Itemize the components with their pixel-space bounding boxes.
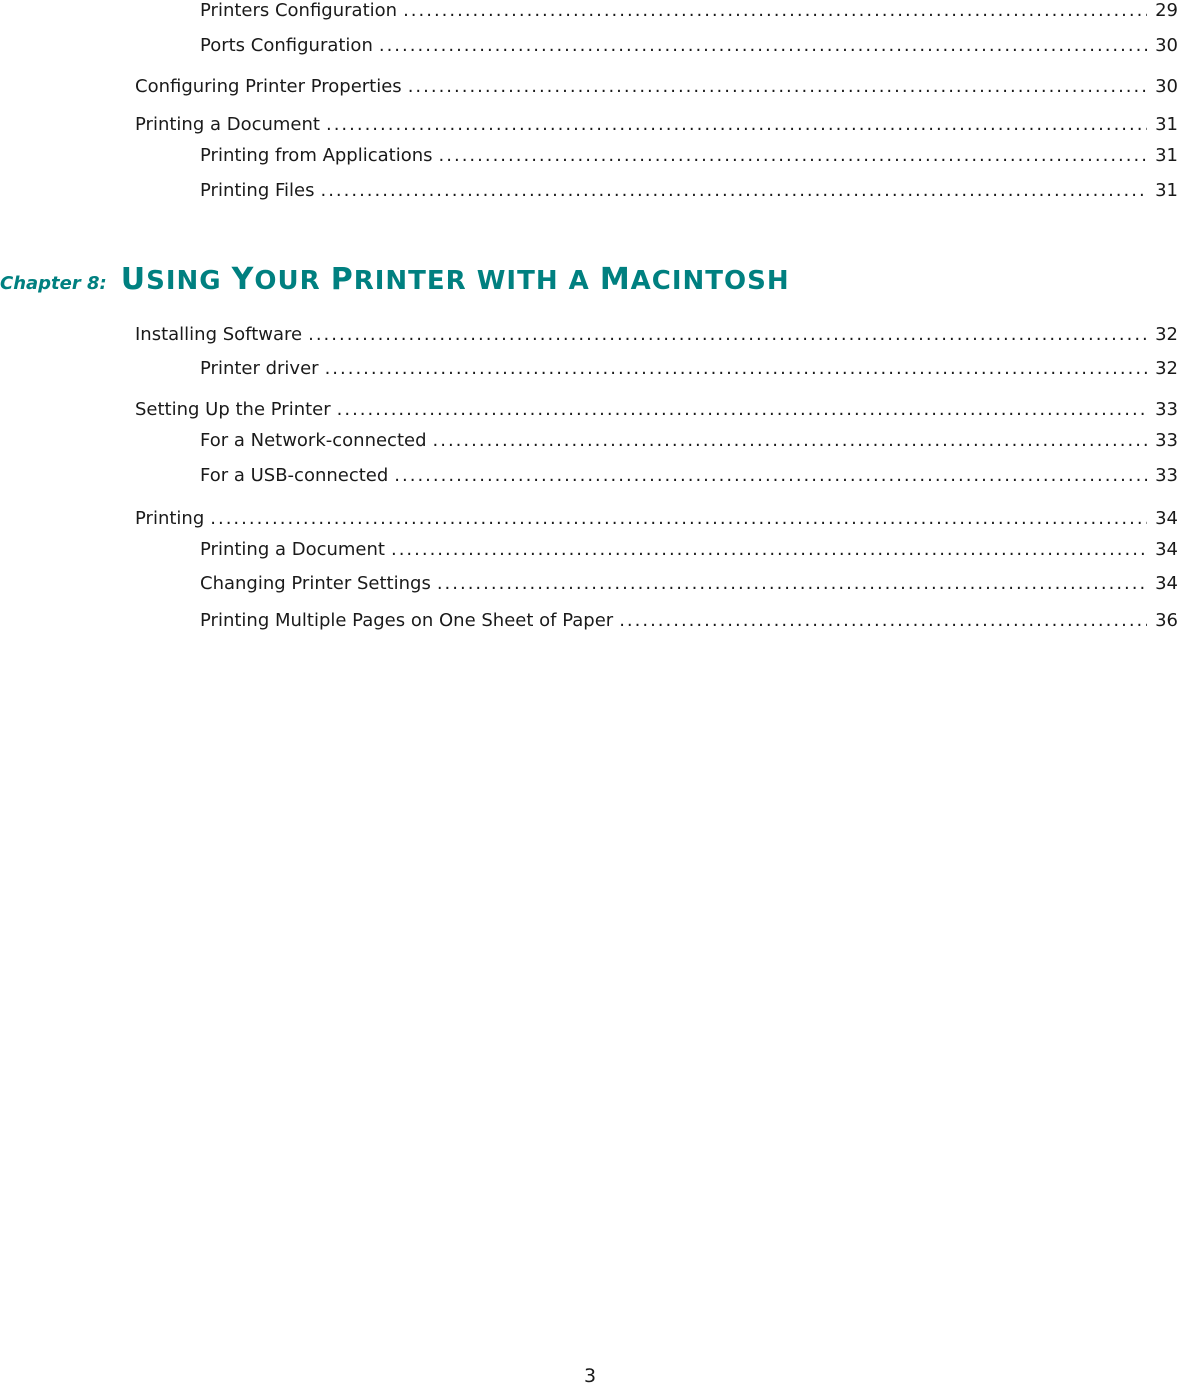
toc-entry-label: For a USB-connected (200, 465, 389, 486)
toc-entry-page: 34 (1155, 573, 1178, 594)
toc-entry-label: For a Network-connected (200, 430, 427, 451)
toc-entry-page: 34 (1155, 508, 1178, 529)
toc-entry-printing-a-document-mac[interactable] (200, 539, 1178, 561)
toc-leader-dots (308, 324, 1147, 346)
toc-entry-label: Installing Software (135, 324, 303, 345)
toc-leader-dots (619, 610, 1147, 632)
toc-leader-dots (403, 0, 1147, 22)
toc-entry-printing[interactable] (135, 508, 1178, 530)
toc-entry-page: 33 (1155, 430, 1178, 451)
toc-entry-printing-from-applications[interactable] (200, 145, 1178, 167)
toc-entry-label: Printer driver (200, 358, 319, 379)
toc-entry-label: Printers Configuration (200, 0, 398, 21)
toc-entry-label: Printing Multiple Pages on One Sheet of Paper (200, 610, 614, 631)
toc-entry-network-connected[interactable] (200, 430, 1178, 452)
toc-leader-dots (325, 358, 1148, 380)
toc-entry-page: 33 (1155, 465, 1178, 486)
toc-entry-page: 31 (1155, 145, 1178, 166)
toc-leader-dots (394, 465, 1147, 487)
toc-entry-printing-files[interactable] (200, 180, 1178, 202)
toc-entry-installing-software[interactable] (135, 324, 1178, 346)
toc-entry-page: 29 (1155, 0, 1178, 21)
toc-entry-label: Printing Files (200, 180, 315, 201)
toc-entry-page: 34 (1155, 539, 1178, 560)
toc-leader-dots (433, 430, 1148, 452)
toc-entry-changing-printer-settings[interactable] (200, 573, 1178, 595)
toc-entry-label: Printing from Applications (200, 145, 433, 166)
toc-entry-setting-up-the-printer[interactable] (135, 399, 1178, 421)
chapter-heading (0, 262, 790, 297)
toc-entry-page: 30 (1155, 76, 1178, 97)
toc-entry-printers-configuration[interactable] (200, 0, 1178, 22)
toc-entry-printing-a-document[interactable] (135, 114, 1178, 136)
toc-entry-label: Configuring Printer Properties (135, 76, 402, 97)
toc-entry-page: 36 (1155, 610, 1178, 631)
toc-entry-multiple-pages-one-sheet[interactable] (200, 610, 1178, 632)
toc-entry-page: 32 (1155, 324, 1178, 345)
toc-entry-label: Changing Printer Settings (200, 573, 431, 594)
chapter-prefix: Chapter 8: (0, 273, 107, 294)
toc-entry-configuring-printer-properties[interactable] (135, 76, 1178, 98)
toc-leader-dots (408, 76, 1147, 98)
toc-entry-usb-connected[interactable] (200, 465, 1178, 487)
toc-entry-page: 33 (1155, 399, 1178, 420)
toc-entry-ports-configuration[interactable] (200, 35, 1178, 57)
toc-entry-page: 31 (1155, 114, 1178, 135)
toc-entry-label: Ports Configuration (200, 35, 373, 56)
toc-entry-label: Printing a Document (135, 114, 320, 135)
chapter-title: USING YOUR PRINTER WITH A MACINTOSH (120, 262, 790, 297)
toc-entry-label: Printing a Document (200, 539, 385, 560)
toc-leader-dots (439, 145, 1148, 167)
toc-leader-dots (337, 399, 1147, 421)
toc-entry-page: 30 (1155, 35, 1178, 56)
toc-entry-label: Setting Up the Printer (135, 399, 331, 420)
toc-leader-dots (391, 539, 1147, 561)
page-number: 3 (583, 1365, 597, 1387)
toc-leader-dots (437, 573, 1147, 595)
toc-entry-label: Printing (135, 508, 205, 529)
toc-entry-page: 31 (1155, 180, 1178, 201)
toc-leader-dots (320, 180, 1147, 202)
toc-leader-dots (210, 508, 1147, 530)
toc-leader-dots (326, 114, 1147, 136)
toc-leader-dots (379, 35, 1147, 57)
toc-entry-page: 32 (1155, 358, 1178, 379)
toc-entry-printer-driver[interactable] (200, 358, 1178, 380)
